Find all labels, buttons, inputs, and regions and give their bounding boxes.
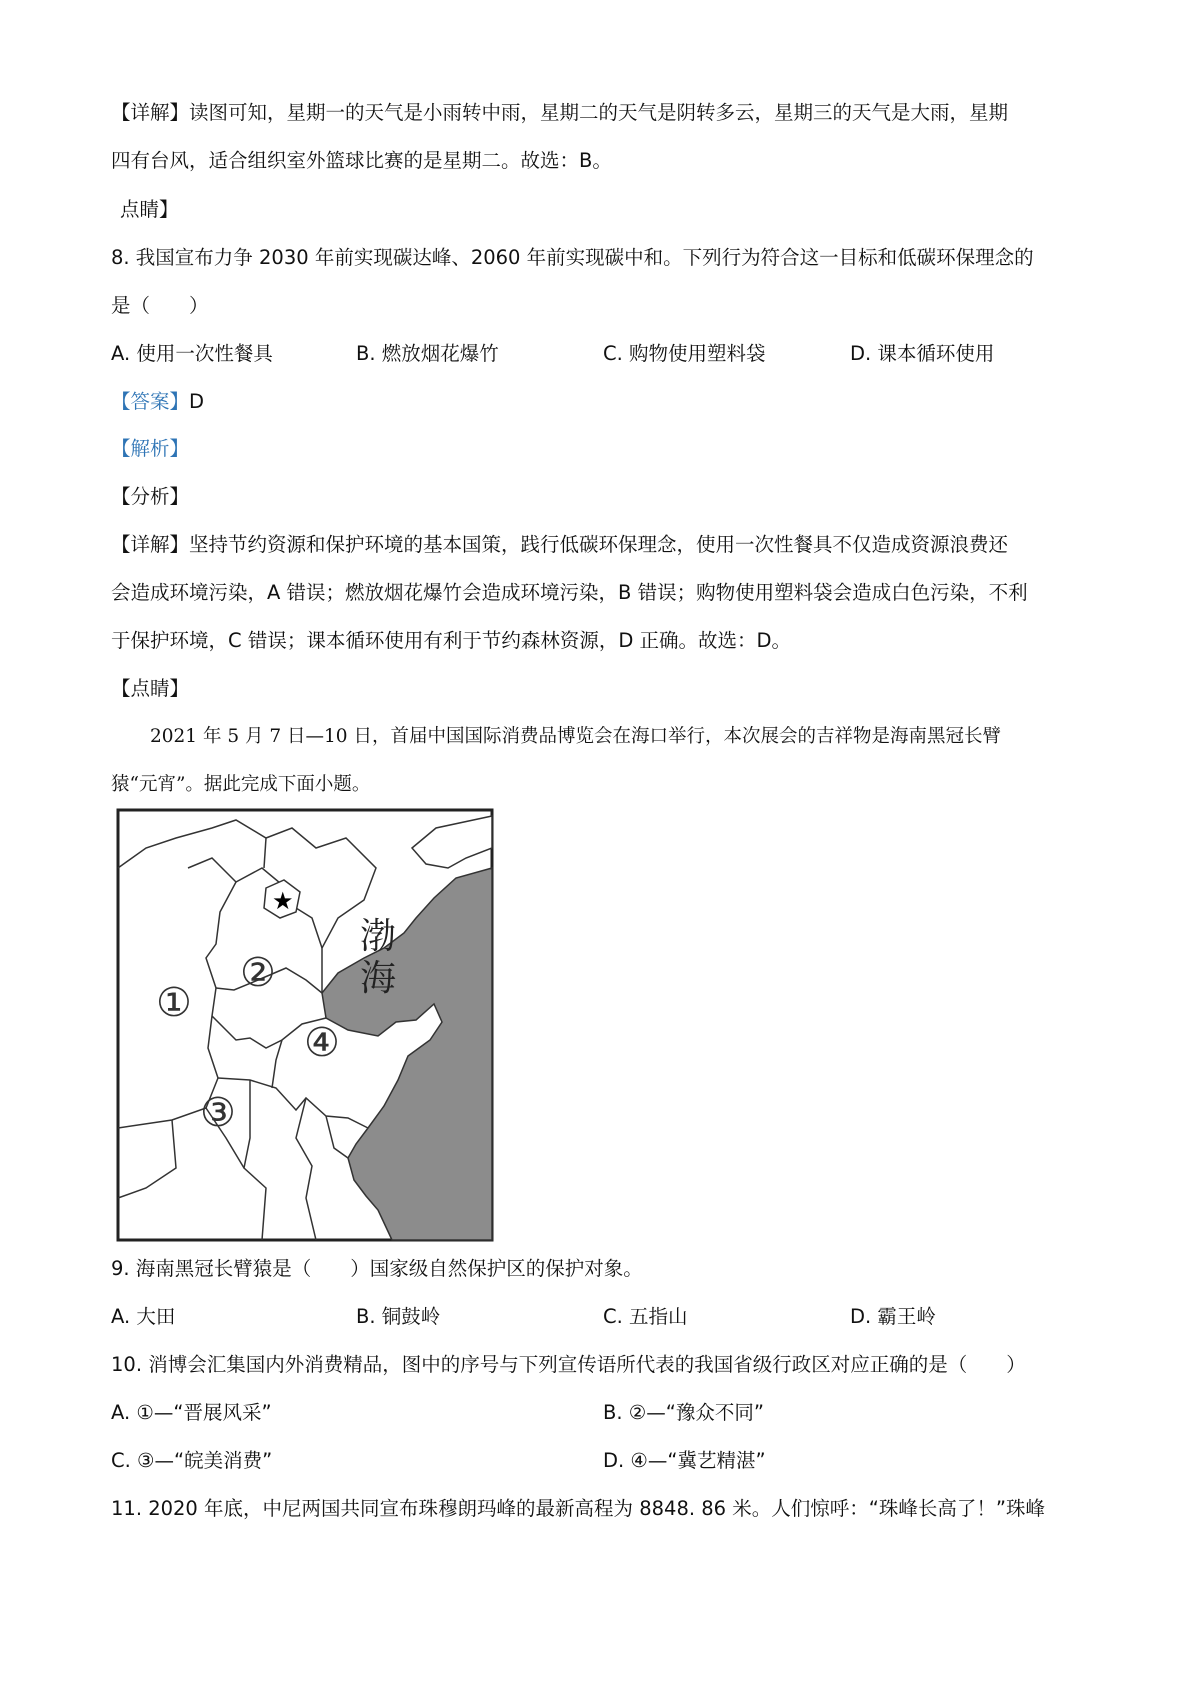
- q11-stem-line-1: 11. 2020 年底，中尼两国共同宣布珠穆朗玛峰的最新高程为 8848. 86 米。人们惊呼：“珠峰长高了！”珠峰: [111, 1497, 1045, 1520]
- answer-label: 【答案】: [111, 390, 190, 413]
- q10-stem: 10. 消博会汇集国内外消费精品，图中的序号与下列宣传语所代表的我国省级行政区对应正确的是（ ）: [111, 1353, 1026, 1376]
- q8-detail-line-2: 会造成环境污染，A 错误；燃放烟花爆竹会造成环境污染，B 错误；购物使用塑料袋会造成白色污染，不利: [111, 581, 1028, 604]
- q9-option-c: C. 五指山: [603, 1305, 688, 1328]
- q7-detail-line-2: 四有台风，适合组织室外篮球比赛的是星期二。故选：B。: [111, 149, 612, 172]
- q8-stem-line-2: 是（ ）: [111, 294, 209, 317]
- q9-option-b: B. 铜鼓岭: [356, 1305, 441, 1328]
- passage-line-2: 猿“元宵”。据此完成下面小题。: [111, 774, 371, 795]
- q8-option-c: C. 购物使用塑料袋: [603, 342, 766, 365]
- passage-line-1: 2021 年 5 月 7 日—10 日，首届中国国际消费品博览会在海口举行，本次展会的吉祥物是海南黑冠长臂: [150, 726, 1001, 747]
- region-label-1: ①: [156, 980, 192, 1026]
- capital-star-icon: ★: [272, 887, 294, 915]
- q10-option-b: B. ②—“豫众不同”: [603, 1401, 764, 1424]
- q8-comment-label: 【点睛】: [111, 677, 190, 700]
- region-label-3: ③: [200, 1090, 236, 1136]
- sea-label-bo: 渤: [360, 916, 397, 957]
- north-china-map: [116, 808, 494, 1242]
- q9-option-d: D. 霸王岭: [850, 1305, 936, 1328]
- q7-detail-line-1: 【详解】读图可知，星期一的天气是小雨转中雨，星期二的天气是阴转多云，星期三的天气是大雨，星期: [111, 101, 1009, 124]
- q7-comment: 点睛】: [120, 198, 179, 221]
- q9-option-a: A. 大田: [111, 1305, 176, 1328]
- answer-value: D: [189, 390, 205, 413]
- q8-option-a: A. 使用一次性餐具: [111, 342, 273, 365]
- q10-option-a: A. ①—“晋展风采”: [111, 1401, 272, 1424]
- q8-option-b: B. 燃放烟花爆竹: [356, 342, 499, 365]
- region-label-4: ④: [304, 1020, 340, 1066]
- q8-detail-line-1: 【详解】坚持节约资源和保护环境的基本国策，践行低碳环保理念，使用一次性餐具不仅造成资源浪费还: [111, 533, 1009, 556]
- q10-option-d: D. ④—“冀艺精湛”: [603, 1449, 766, 1472]
- sea-label-hai: 海: [360, 958, 397, 999]
- region-label-2: ②: [240, 950, 276, 996]
- q8-detail-line-3: 于保护环境，C 错误；课本循环使用有利于节约森林资源，D 正确。故选：D。: [111, 629, 792, 652]
- q8-analysis-label: 【解析】: [111, 437, 190, 460]
- q9-stem: 9. 海南黑冠长臂猿是（ ）国家级自然保护区的保护对象。: [111, 1257, 643, 1280]
- q8-option-d: D. 课本循环使用: [850, 342, 995, 365]
- q8-fenxi-label: 【分析】: [111, 485, 190, 508]
- q10-option-c: C. ③—“皖美消费”: [111, 1449, 273, 1472]
- q8-answer: [111, 387, 204, 417]
- q8-stem-line-1: 8. 我国宣布力争 2030 年前实现碳达峰、2060 年前实现碳中和。下列行为符合这一目标和低碳环保理念的: [111, 246, 1034, 269]
